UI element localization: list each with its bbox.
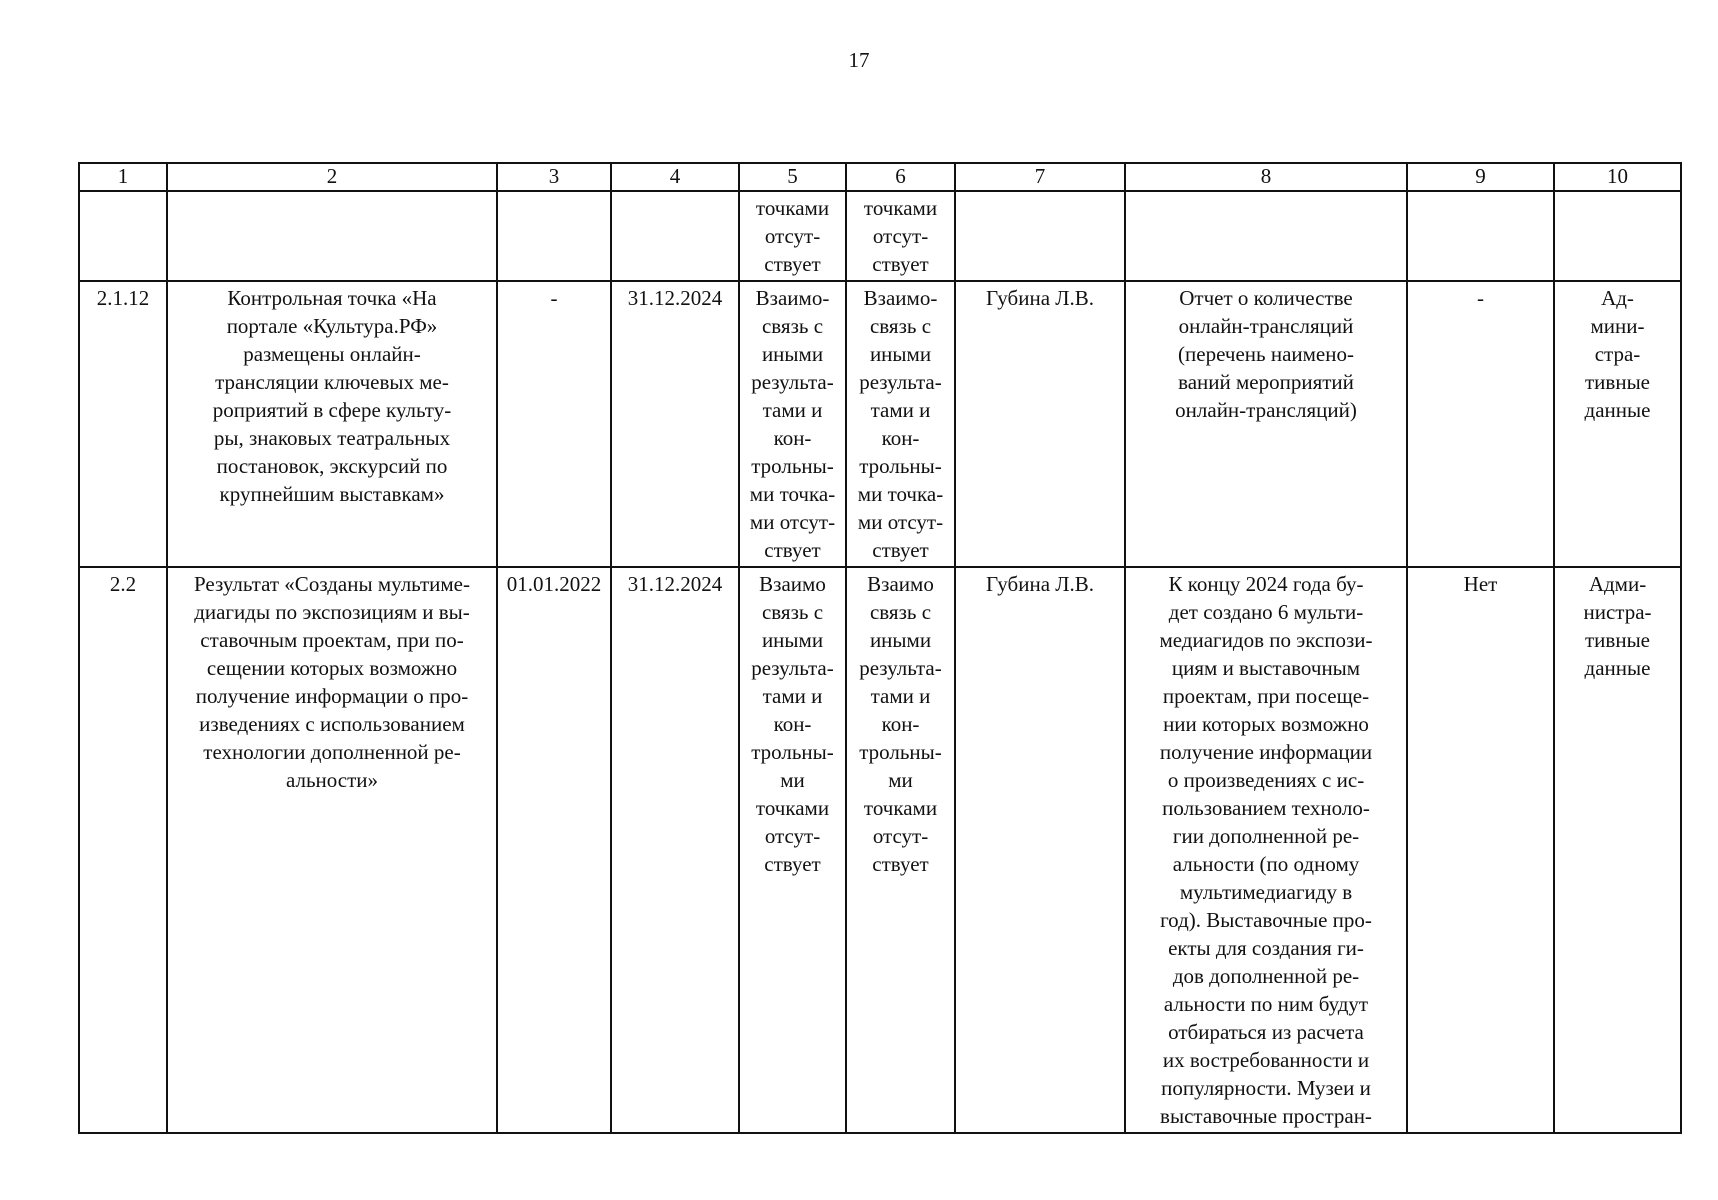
column-header: 3	[497, 163, 611, 191]
data-source-cell: Адми- нистра- тивные данные	[1554, 567, 1681, 1133]
flag-cell: Нет	[1407, 567, 1554, 1133]
column-header: 7	[955, 163, 1125, 191]
relation-cell: Взаимо связь с иными результа- тами и кон- трольны- ми точками отсут- ствует	[846, 567, 955, 1133]
result-description-cell	[1125, 191, 1407, 281]
start-date-cell: -	[497, 281, 611, 567]
responsible-cell	[955, 191, 1125, 281]
end-date-cell: 31.12.2024	[611, 567, 739, 1133]
column-header: 4	[611, 163, 739, 191]
row-number-cell: 2.2	[79, 567, 167, 1133]
page-number: 17	[848, 48, 870, 72]
table-row	[79, 281, 1681, 567]
data-source-cell: Ад- мини- стра- тивные данные	[1554, 281, 1681, 567]
column-header: 1	[79, 163, 167, 191]
description-cell: Контрольная точка «На портале «Культура.РФ» размещены онлайн- трансляции ключевых ме- роприятий в сфере культу- ры, знаковых театральных постановок, экскурсий по крупнейшим выставкам»	[167, 281, 497, 567]
relation-cell: точками отсут- ствует	[846, 191, 955, 281]
responsible-cell: Губина Л.В.	[955, 281, 1125, 567]
plan-table	[78, 162, 1682, 1134]
relation-cell: точками отсут- ствует	[739, 191, 846, 281]
responsible-cell: Губина Л.В.	[955, 567, 1125, 1133]
row-number-cell	[79, 191, 167, 281]
end-date-cell: 31.12.2024	[611, 281, 739, 567]
column-header: 8	[1125, 163, 1407, 191]
column-header: 5	[739, 163, 846, 191]
relation-cell: Взаимо- связь с иными результа- тами и кон- трольны- ми точка- ми отсут- ствует	[739, 281, 846, 567]
table-row	[79, 567, 1681, 1133]
flag-cell: -	[1407, 281, 1554, 567]
column-header: 10	[1554, 163, 1681, 191]
result-description-cell: К концу 2024 года бу- дет создано 6 мульти- медиагидов по экспози- циям и выставочным проектам, при посеще- нии которых возможно получение информации о произведениях с ис- пользованием техноло- гии дополненной ре- альности (по одному мультимедиагиду в год). Выставочные про- екты для создания ги- дов дополненной ре- альности по ним будут отбираться из расчета их востребованности и популярности. Музеи и выставочные простран-	[1125, 567, 1407, 1133]
table-row	[79, 191, 1681, 281]
flag-cell	[1407, 191, 1554, 281]
end-date-cell	[611, 191, 739, 281]
relation-cell: Взаимо- связь с иными результа- тами и кон- трольны- ми точка- ми отсут- ствует	[846, 281, 955, 567]
start-date-cell: 01.01.2022	[497, 567, 611, 1133]
result-description-cell: Отчет о количестве онлайн-трансляций (перечень наимено- ваний мероприятий онлайн-трансляций)	[1125, 281, 1407, 567]
description-cell	[167, 191, 497, 281]
data-source-cell	[1554, 191, 1681, 281]
column-header: 6	[846, 163, 955, 191]
relation-cell: Взаимо связь с иными результа- тами и кон- трольны- ми точками отсут- ствует	[739, 567, 846, 1133]
header-row	[79, 163, 1681, 191]
start-date-cell	[497, 191, 611, 281]
column-header: 2	[167, 163, 497, 191]
column-header: 9	[1407, 163, 1554, 191]
description-cell: Результат «Созданы мультиме- диагиды по экспозициям и вы- ставочным проектам, при по- сещении которых возможно получение информации о про- изведениях с использованием технологии дополненной ре- альности»	[167, 567, 497, 1133]
row-number-cell: 2.1.12	[79, 281, 167, 567]
